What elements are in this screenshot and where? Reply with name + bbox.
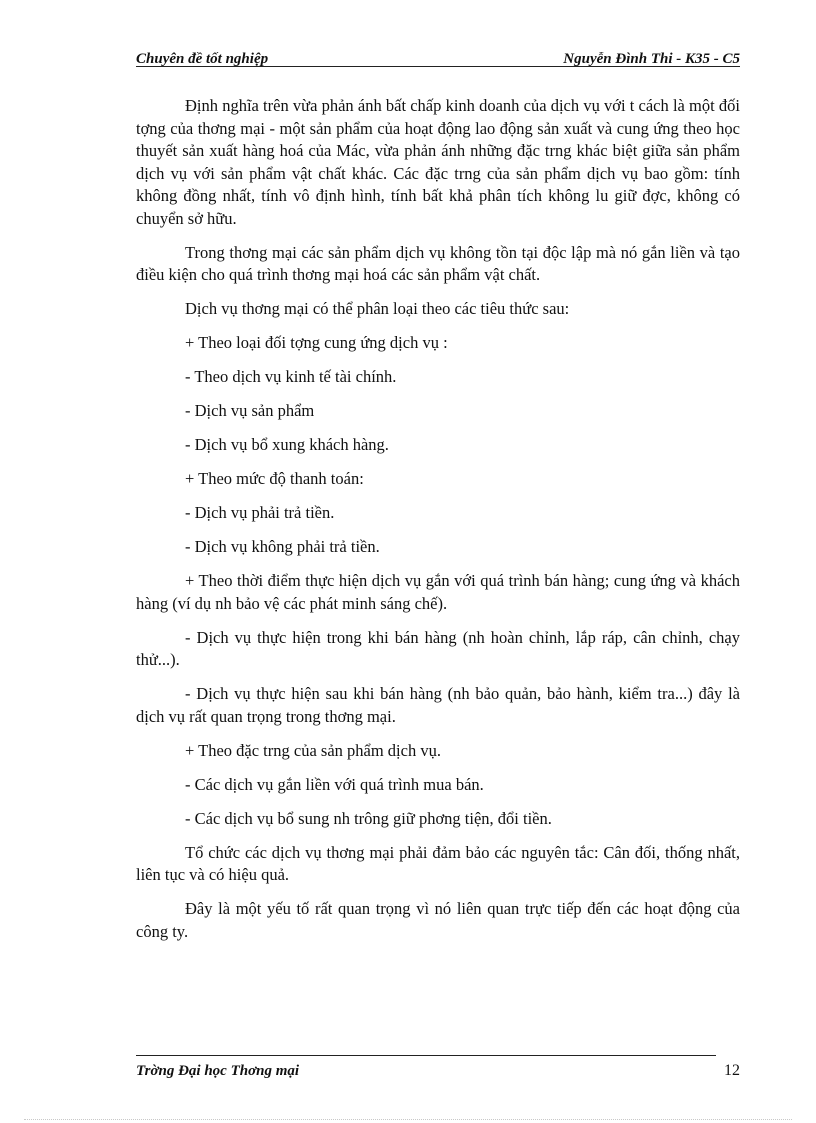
list-item: - Dịch vụ không phải trả tiền. — [185, 537, 380, 556]
paragraph: Tổ chức các dịch vụ thơng mại phải đảm bảo các nguyên tắc: Cân đối, thống nhất, liên tục và có hiệu quả. — [136, 842, 740, 884]
list-item: - Dịch vụ thực hiện sau khi bán hàng (nh bảo quản, bảo hành, kiểm tra...) đây là dịch vụ rất quan trọng trong thơng mại. — [136, 684, 740, 726]
footer-school: Trờng Đại học Thơng mại — [136, 1063, 300, 1079]
page-footer — [136, 1061, 740, 1081]
paragraph: Trong thơng mại các sản phẩm dịch vụ không tồn tại độc lập mà nó gắn liền và tạo điều kiện cho quá trình thơng mại hoá các sản phẩm vật chất. — [136, 242, 740, 284]
paragraph: Đây là một yếu tố rất quan trọng vì nó liên quan trực tiếp đến các hoạt động của công ty. — [136, 899, 740, 941]
header-author: Nguyễn Đình Thi - K35 - C5 — [563, 51, 740, 67]
paragraph: Dịch vụ thơng mại có thể phân loại theo các tiêu thức sau: — [185, 299, 570, 318]
list-heading: + Theo mức độ thanh toán: — [185, 469, 364, 488]
list-item: - Dịch vụ bổ xung khách hàng. — [185, 435, 389, 454]
header-thesis-title: Chuyên đề tốt nghiệp — [136, 51, 269, 67]
list-item: - Dịch vụ phải trả tiền. — [185, 503, 335, 522]
document-body — [136, 95, 740, 955]
list-item: - Các dịch vụ bổ sung nh trông giữ phơng tiện, đổi tiền. — [185, 808, 552, 828]
page-header — [136, 48, 740, 67]
paragraph: Định nghĩa trên vừa phản ánh bất chấp kinh doanh của dịch vụ với t cách là một đối tợng của thơng mại - một sản phẩm của hoạt động lao động sản xuất và cung ứng theo học thuyết sản xuất hàng hoá của Mác, vừa phản ánh những đặc trng khác biệt giữa sản phẩm dịch vụ với sản phẩm vật chất khác. Các đặc trng của sản phẩm dịch vụ bao gồm: tính không đồng nhất, tính vô định hình, tính bất khả phân tích không lu giữ đợc, không có chuyển sở hữu. — [136, 96, 740, 228]
footer-divider — [136, 1055, 716, 1056]
list-heading: + Theo đặc trng của sản phẩm dịch vụ. — [185, 740, 441, 760]
page-edge-divider — [24, 1119, 792, 1120]
list-heading: + Theo loại đối tợng cung ứng dịch vụ : — [185, 333, 448, 352]
page-number: 12 — [724, 1062, 740, 1079]
list-item: - Dịch vụ sản phẩm — [185, 401, 315, 420]
list-item: - Theo dịch vụ kinh tế tài chính. — [185, 367, 397, 386]
list-item: - Dịch vụ thực hiện trong khi bán hàng (nh hoàn chỉnh, lắp ráp, cân chỉnh, chạy thử...). — [136, 627, 740, 669]
list-item: - Các dịch vụ gắn liền với quá trình mua bán. — [185, 774, 484, 794]
list-heading: + Theo thời điểm thực hiện dịch vụ gắn với quá trình bán hàng; cung ứng và khách hàng (ví dụ nh bảo vệ các phát minh sáng chế). — [136, 571, 740, 613]
